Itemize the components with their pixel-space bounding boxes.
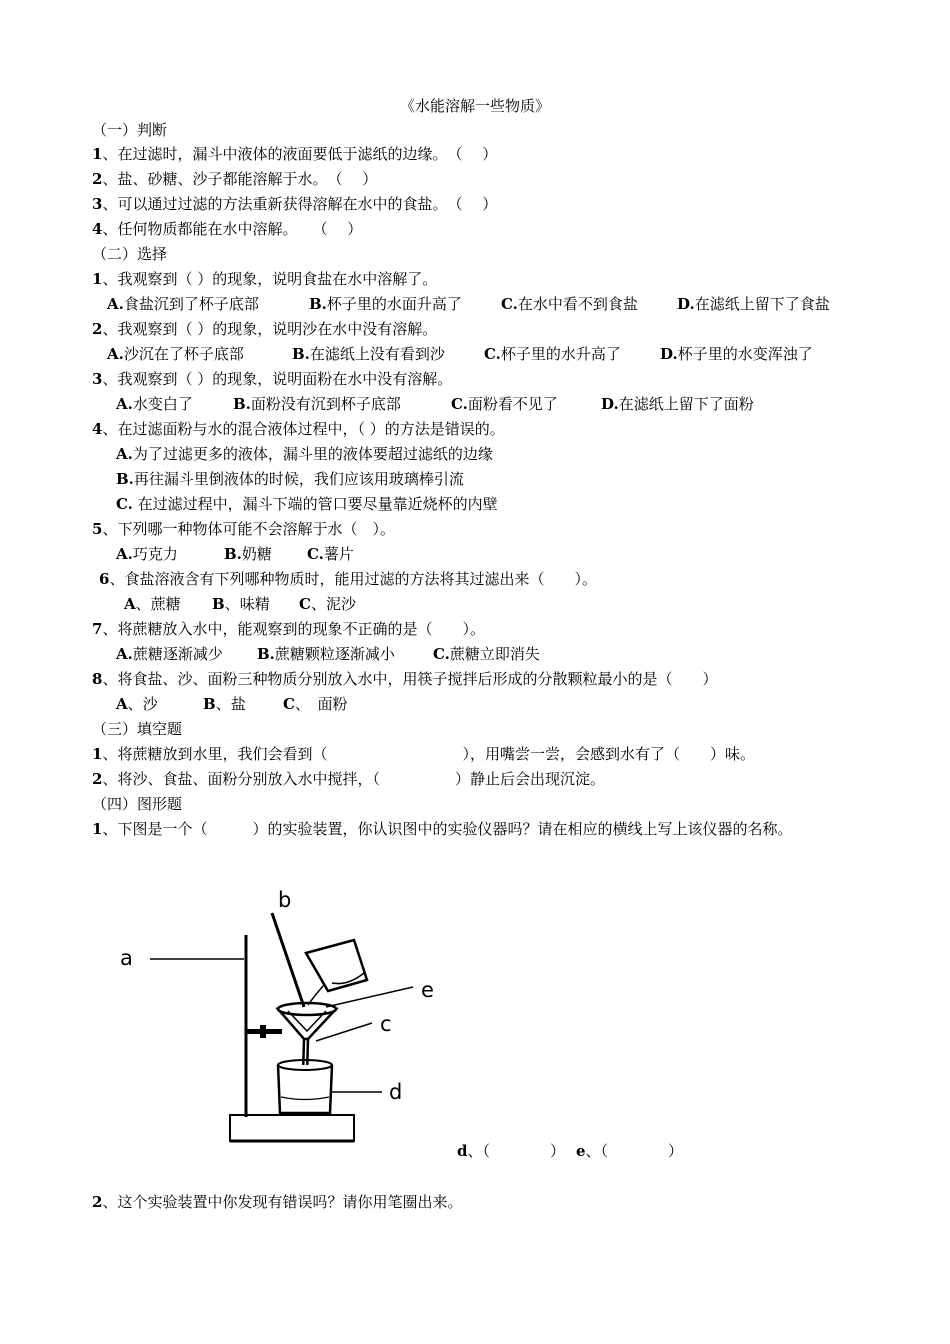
item-text: 、将蔗糖放到水里，我们会看到（ ），用嘴尝一尝，会感到水有了（ ）味。 [102,745,755,763]
section-1-header: （一）判断 [92,121,168,139]
question-text: 、我观察到（ ）的现象，说明面粉在水中没有溶解。 [102,370,453,388]
figure-q2 [92,1192,462,1212]
option-b: B.面粉没有沉到杯子底部 [233,395,401,413]
choice-q7 [92,619,485,639]
item-number: 1 [92,145,103,163]
answer-blanks [457,1141,683,1161]
section-2-header: （二）选择 [92,245,168,263]
question-text: 、我观察到（ ）的现象，说明食盐在水中溶解了。 [102,270,438,288]
option-a: A.沙沉在了杯子底部 [107,345,244,363]
choice-q8-options [116,694,347,714]
option-c: C.蔗糖立即消失 [433,645,540,663]
choice-q5 [92,519,395,539]
item-number: 1 [92,745,103,763]
label-d: d [389,1080,403,1104]
option-b: B、味精 [212,595,270,613]
receiving-beaker [278,1065,332,1113]
judge-item-2 [92,169,377,189]
label-e: e [421,978,434,1002]
figure-q1 [92,819,792,839]
item-text: 、可以通过过滤的方法重新获得溶解在水中的食盐。 （ ） [102,195,498,213]
item-text: 、将沙、食盐、面粉分别放入水中搅拌，（ ）静止后会出现沉淀。 [102,770,605,788]
question-text: 、在过滤面粉与水的混合液体过程中，（ ）的方法是错误的。 [102,420,505,438]
judge-item-1 [92,144,497,164]
option-a: A.蔗糖逐渐减少 [116,645,223,663]
option-b: B.奶糖 [224,545,272,563]
option-c: C.薯片 [307,545,354,563]
label-a: a [120,946,133,970]
fill-item-1 [92,744,755,764]
fill-item-2 [92,769,605,789]
option-b: B.杯子里的水面升高了 [309,295,462,313]
option-a: A、沙 [116,695,158,713]
choice-q2-options [107,344,813,364]
label-c: c [380,1012,392,1036]
choice-q6 [99,569,597,589]
option-a: A.水变白了 [116,395,193,413]
item-number: 1 [92,270,103,288]
filtration-apparatus-figure [110,885,434,1150]
choice-q1 [92,269,437,289]
option-d: D.在滤纸上留下了食盐 [677,295,830,313]
option-c: C.杯子里的水升高了 [484,345,621,363]
option-b: B、盐 [203,695,246,713]
choice-q6-options [124,594,356,614]
leader-c [316,1023,372,1041]
glass-rod [272,913,304,1007]
question-text: 、将食盐、沙、面粉三种物质分别放入水中，用筷子搅拌后形成的分散颗粒最小的是（ ） [102,670,718,688]
option-d: D.在滤纸上留下了面粉 [601,395,754,413]
option-c: C. 在过滤过程中，漏斗下端的管口要尽量靠近烧杯的内壁 [116,495,498,513]
item-number: 5 [92,520,103,538]
page-title: 《水能溶解一些物质》 [399,97,550,115]
item-number: 4 [92,420,103,438]
item-number: 8 [92,670,103,688]
leader-e [326,987,413,1007]
choice-q3-options [116,394,754,414]
stand-base [230,1115,354,1141]
choice-q1-options [107,294,830,314]
option-b: B.蔗糖颗粒逐渐减小 [257,645,395,663]
answer-d: d、（ ） [457,1142,566,1160]
item-text: 、任何物质都能在水中溶解。 （ ） [102,220,363,238]
question-text: 、这个实验装置中你发现有错误吗？请你用笔圈出来。 [102,1193,463,1211]
question-text: 、我观察到（ ）的现象，说明沙在水中没有溶解。 [102,320,438,338]
section-4-header: （四）图形题 [92,795,183,813]
option-c: C.面粉看不见了 [451,395,558,413]
question-text: 、下图是一个（ ）的实验装置，你认识图中的实验仪器吗？请在相应的横线上写上该仪器的名称。 [102,820,793,838]
option-a: A.食盐沉到了杯子底部 [107,295,259,313]
option-b: B.再往漏斗里倒液体的时候，我们应该用玻璃棒引流 [116,470,464,488]
label-b: b [278,888,292,912]
choice-q3 [92,369,452,389]
item-number: 2 [92,770,103,788]
option-a: A.巧克力 [116,545,178,563]
option-c: C、泥沙 [299,595,356,613]
item-number: 3 [92,195,103,213]
item-number: 3 [92,370,103,388]
option-a: A、蔗糖 [124,595,181,613]
choice-q4 [92,419,505,439]
item-text: 、盐、砂糖、沙子都能溶解于水。 （ ） [102,170,378,188]
item-number: 6 [99,570,110,588]
option-d: D.杯子里的水变浑浊了 [660,345,813,363]
option-b: B.在滤纸上没有看到沙 [292,345,445,363]
option-c: C、 面粉 [283,695,348,713]
item-number: 1 [92,820,103,838]
choice-q8 [92,669,717,689]
item-number: 4 [92,220,103,238]
judge-item-3 [92,194,497,214]
choice-q7-options [116,644,540,664]
question-text: 、食盐溶液含有下列哪种物质时，能用过滤的方法将其过滤出来（ ）。 [109,570,597,588]
choice-q5-options [116,544,354,564]
judge-item-4 [92,219,362,239]
item-text: 、在过滤时，漏斗中液体的液面要低于滤纸的边缘。 （ ） [102,145,498,163]
question-text: 、将蔗糖放入水中，能观察到的现象不正确的是（ ）。 [102,620,485,638]
choice-q2 [92,319,437,339]
question-text: 、下列哪一种物体可能不会溶解于水（ ）。 [102,520,395,538]
item-number: 2 [92,170,103,188]
item-number: 2 [92,320,103,338]
answer-e: e、（ ） [576,1142,684,1160]
option-c: C.在水中看不到食盐 [501,295,638,313]
section-3-header: （三）填空题 [92,720,183,738]
option-a: A.为了过滤更多的液体，漏斗里的液体要超过滤纸的边缘 [116,445,493,463]
item-number: 2 [92,1193,103,1211]
item-number: 7 [92,620,103,638]
